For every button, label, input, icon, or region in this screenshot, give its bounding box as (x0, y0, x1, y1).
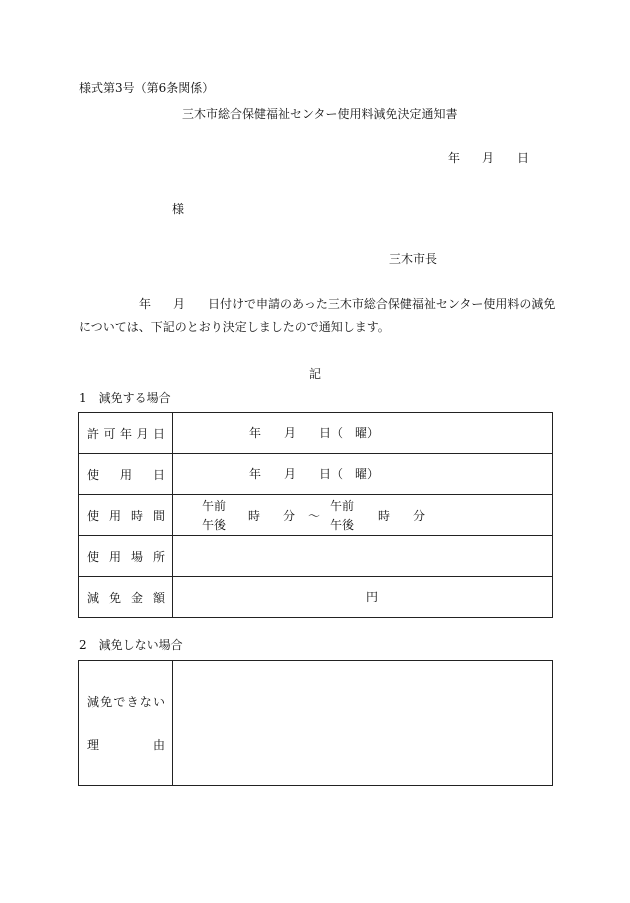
yen-unit: 円 (366, 590, 379, 604)
end-am: 午前 (330, 499, 355, 513)
permit-year-unit: 年 (249, 426, 262, 440)
body-month: 月 (173, 297, 186, 311)
date-year-label: 年 (448, 151, 461, 165)
row-use-time (79, 495, 553, 536)
row-no-reduction (79, 661, 553, 786)
label-char: 間 (152, 508, 165, 523)
label-char: 日 (152, 426, 165, 441)
row-permit-date (79, 413, 553, 454)
no-reduction-reason-label (79, 661, 173, 786)
body-year: 年 (139, 297, 152, 311)
section1-table (78, 412, 553, 618)
label-char: 理 (87, 738, 100, 752)
row-use-place (79, 536, 553, 577)
label-char: 使 (87, 467, 100, 482)
body-text-line2: については、下記のとおり決定しましたので通知します。 (79, 320, 390, 334)
start-minute-unit: 分 (283, 509, 296, 523)
body-text-line1: 日付けで申請のあった三木市総合保健福祉センター使用料の減免 (208, 297, 556, 311)
use-time-label (79, 495, 173, 536)
label-char: 額 (152, 590, 165, 605)
label-char: 日 (152, 467, 165, 482)
use-month-unit: 月 (284, 467, 297, 481)
label-char: 所 (152, 549, 165, 564)
label-char: 使 (87, 549, 100, 564)
reduction-amount-value[interactable] (173, 577, 553, 618)
use-place-label (79, 536, 173, 577)
addressee-suffix: 様 (172, 202, 185, 216)
date-month-label: 月 (482, 151, 495, 165)
use-time-value[interactable] (173, 495, 553, 536)
no-reduction-reason-value[interactable] (173, 661, 553, 786)
label-char: 使 (87, 508, 100, 523)
permit-date-value[interactable] (173, 413, 553, 454)
label-char: 時 (130, 508, 143, 523)
label-char: で (113, 695, 126, 709)
label-char: き (126, 695, 139, 709)
label-char: 金 (130, 590, 143, 605)
date-day-label: 日 (517, 151, 530, 165)
reduction-amount-label (79, 577, 173, 618)
row-use-date (79, 454, 553, 495)
document-title: 三木市総合保健福祉センター使用料減免決定通知書 (182, 107, 458, 121)
use-place-value[interactable] (173, 536, 553, 577)
label-char: 免 (108, 590, 121, 605)
label-char: 場 (130, 549, 143, 564)
issuer-name: 三木市長 (389, 252, 438, 266)
label-char: い (152, 695, 165, 709)
permit-month-unit: 月 (284, 426, 297, 440)
section2-table (78, 660, 553, 786)
label-char: 許 (87, 426, 100, 441)
label-char: 可 (103, 426, 116, 441)
label-char: 免 (100, 695, 113, 709)
label-char: 由 (152, 738, 165, 752)
use-date-label (79, 454, 173, 495)
form-number: 様式第3号（第6条関係） (79, 81, 215, 95)
label-char: 年 (119, 426, 132, 441)
label-char: 月 (136, 426, 149, 441)
label-char: 減 (87, 590, 100, 605)
section2-heading: 2 減免しない場合 (79, 638, 183, 652)
end-hour-unit: 時 (378, 509, 391, 523)
start-pm: 午後 (202, 518, 227, 532)
permit-day-weekday: 日（ 曜） (319, 426, 380, 440)
label-char: 用 (108, 508, 121, 523)
label-char: な (139, 695, 152, 709)
section1-heading: 1 減免する場合 (79, 391, 171, 405)
ki-marker: 記 (309, 367, 322, 381)
use-date-value[interactable] (173, 454, 553, 495)
label-char: 減 (87, 695, 100, 709)
use-day-weekday: 日（ 曜） (319, 467, 380, 481)
end-minute-unit: 分 (413, 509, 426, 523)
time-range-tilde: ～ (308, 509, 321, 523)
end-pm: 午後 (330, 518, 355, 532)
permit-date-label (79, 413, 173, 454)
label-char: 用 (108, 549, 121, 564)
start-am: 午前 (202, 499, 227, 513)
row-reduction-amount (79, 577, 553, 618)
label-char: 用 (119, 467, 132, 482)
start-hour-unit: 時 (248, 509, 261, 523)
use-year-unit: 年 (249, 467, 262, 481)
